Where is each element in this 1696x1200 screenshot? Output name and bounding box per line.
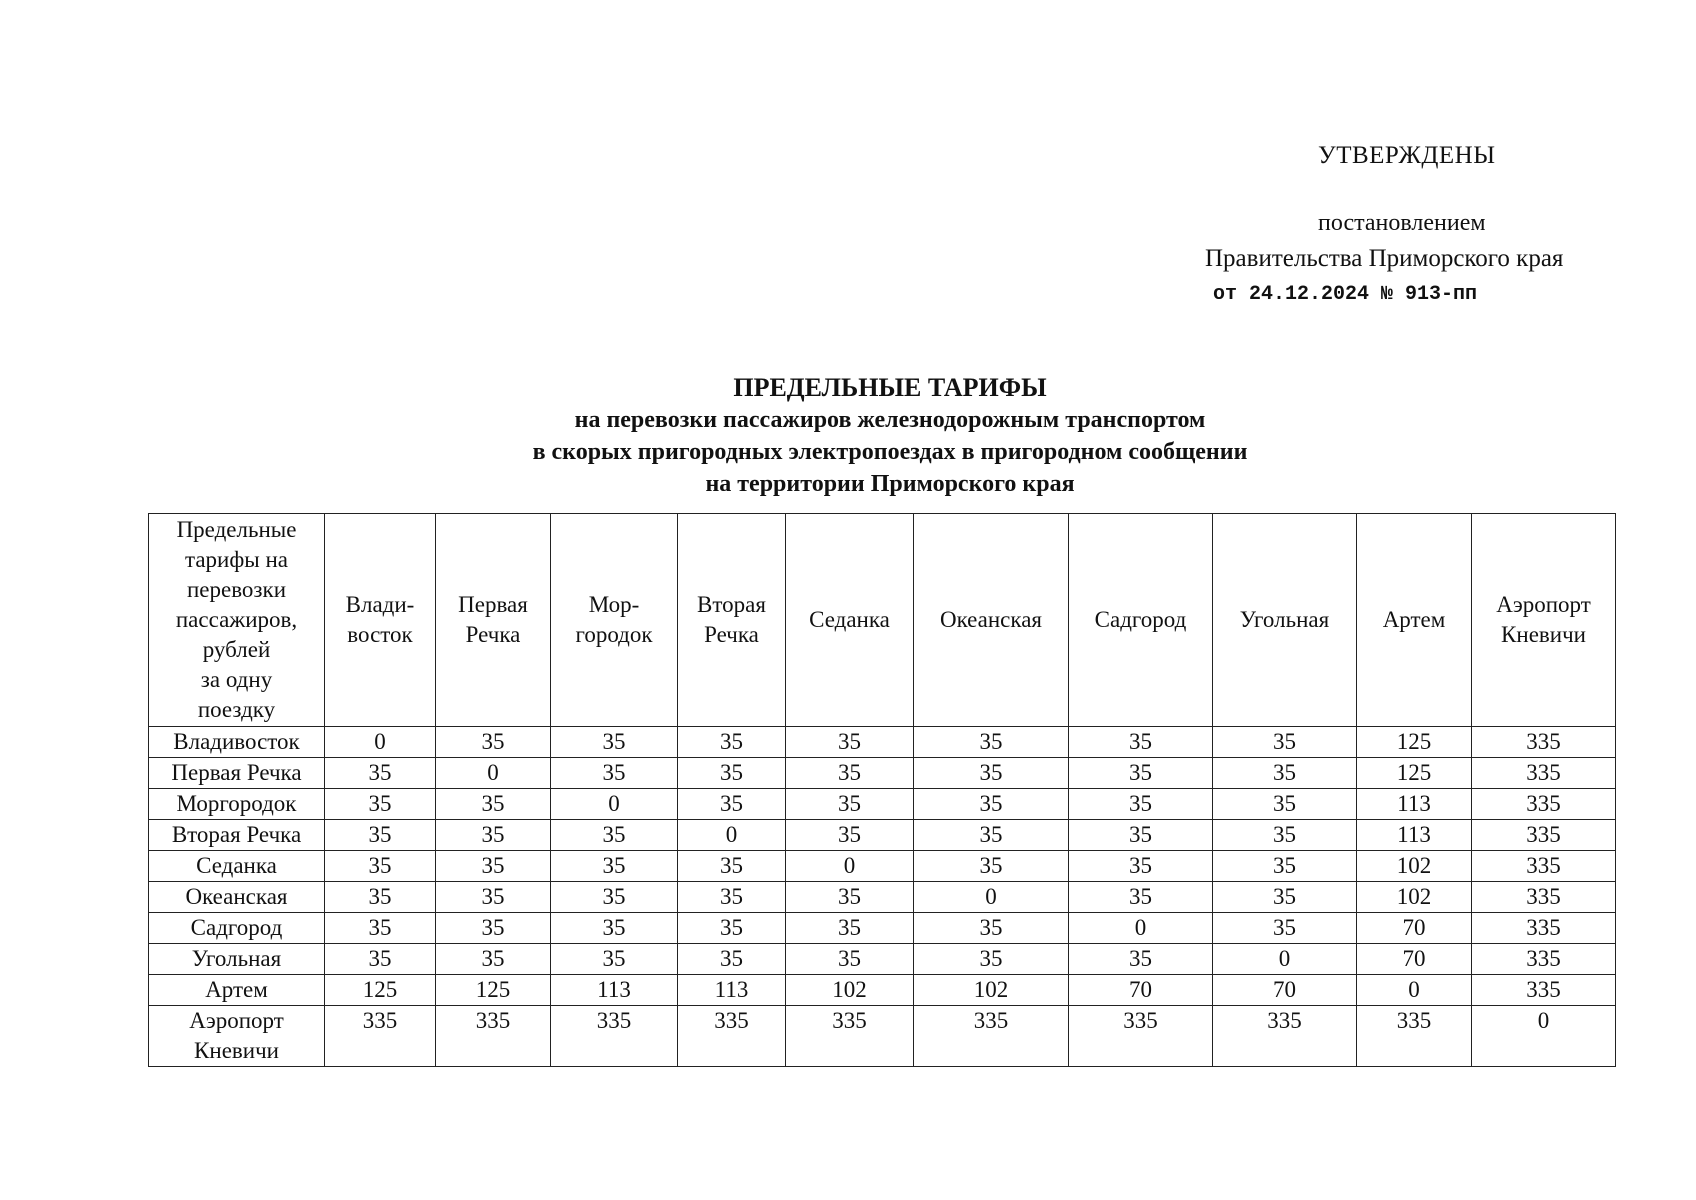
column-header-line: Угольная [1239,607,1330,632]
tariff-cell: 35 [786,789,914,820]
tariff-cell: 35 [325,913,436,944]
tariff-cell: 35 [786,758,914,789]
tariff-cell: 113 [1357,789,1472,820]
tariff-cell: 335 [1213,1006,1357,1067]
table-row [149,789,1616,820]
tariff-cell: 335 [1472,727,1616,758]
column-header-line: Кневичи [1501,622,1586,647]
tariff-cell: 0 [1069,913,1213,944]
row-header-line: Моргородок [176,791,297,816]
column-header-line: Мор- [588,592,640,617]
tariff-cell: 35 [436,789,551,820]
column-header-line: Первая [458,592,528,617]
tariff-cell: 35 [1213,727,1357,758]
column-header-line: Артем [1382,607,1446,632]
table-row [149,1006,1616,1067]
tariff-cell: 35 [1069,820,1213,851]
tariff-cell: 35 [1069,727,1213,758]
tariff-cell: 35 [1213,758,1357,789]
tariff-cell: 70 [1213,975,1357,1006]
row-header-line: Седанка [196,853,277,878]
tariff-cell: 0 [436,758,551,789]
tariff-cell: 35 [1069,789,1213,820]
corner-header-cell [149,514,325,727]
tariff-cell: 35 [678,789,786,820]
tariff-cell: 35 [1213,913,1357,944]
tariff-cell: 35 [786,820,914,851]
tariff-cell: 335 [1472,975,1616,1006]
corner-header-line: за одну [200,667,273,692]
row-header-line: Кневичи [194,1038,279,1063]
row-header-cell [149,727,325,758]
tariff-cell: 335 [678,1006,786,1067]
tariff-cell: 35 [914,789,1069,820]
column-header-cell [1213,514,1357,727]
tariff-cell: 125 [325,975,436,1006]
approval-authority: Правительства Приморского края [1205,245,1564,272]
column-header-cell [325,514,436,727]
row-header-cell [149,851,325,882]
column-header-line: Аэропорт [1496,592,1591,617]
tariff-cell: 35 [1213,851,1357,882]
tariff-cell: 0 [1213,944,1357,975]
tariff-cell: 335 [1472,882,1616,913]
tariff-cell: 102 [786,975,914,1006]
tariff-cell: 35 [786,944,914,975]
tariff-cell: 35 [436,851,551,882]
column-header-cell [436,514,551,727]
approval-title: УТВЕРЖДЕНЫ [1318,142,1496,169]
corner-header-line: тарифы на [185,547,288,572]
column-header-line: Речка [704,622,759,647]
column-header-cell [1069,514,1213,727]
document-heading [150,372,1630,500]
tariff-cell: 35 [325,820,436,851]
column-header-cell [914,514,1069,727]
tariff-cell: 35 [325,758,436,789]
approval-resolution: постановлением [1318,210,1486,236]
table-row [149,727,1616,758]
tariff-cell: 0 [1472,1006,1616,1067]
tariff-cell: 0 [325,727,436,758]
tariff-cell: 70 [1357,944,1472,975]
table-row [149,851,1616,882]
column-header-line: городок [575,622,653,647]
table-row [149,975,1616,1006]
corner-header-line: Предельные [176,517,297,542]
tariff-cell: 35 [436,820,551,851]
tariff-cell: 335 [1472,944,1616,975]
tariff-cell: 125 [1357,727,1472,758]
tariff-cell: 35 [678,944,786,975]
row-header-line: Первая Речка [171,760,302,785]
row-header-line: Вторая Речка [171,822,302,847]
approval-date-number: от 24.12.2024 № 913-пп [1213,283,1478,306]
table-row [149,758,1616,789]
tariff-cell: 113 [1357,820,1472,851]
tariff-cell: 35 [914,820,1069,851]
tariff-cell: 102 [914,975,1069,1006]
tariff-cell: 335 [551,1006,678,1067]
row-header-line: Артем [205,977,268,1002]
tariff-cell: 35 [325,882,436,913]
corner-header-line: пассажиров, [175,607,298,632]
tariff-cell: 113 [678,975,786,1006]
row-header-line: Океанская [185,884,288,909]
tariff-cell: 35 [325,944,436,975]
column-header-line: Вторая [697,592,766,617]
corner-header-line: поездку [197,697,276,722]
document-title: ПРЕДЕЛЬНЫЕ ТАРИФЫ [733,373,1047,402]
tariff-cell: 35 [1213,882,1357,913]
tariff-cell: 35 [551,913,678,944]
row-header-cell [149,882,325,913]
row-header-cell [149,758,325,789]
tariff-cell: 335 [1472,913,1616,944]
tariff-cell: 35 [678,727,786,758]
table-row [149,913,1616,944]
tariff-cell: 35 [678,913,786,944]
tariff-cell: 35 [678,882,786,913]
corner-header-line: перевозки [187,577,286,602]
row-header-line: Угольная [191,946,282,971]
column-header-line: Океанская [939,607,1043,632]
tariff-cell: 35 [551,758,678,789]
row-header-cell [149,820,325,851]
tariff-cell: 0 [551,789,678,820]
row-header-cell [149,975,325,1006]
tariff-cell: 113 [551,975,678,1006]
tariff-cell: 125 [1357,758,1472,789]
tariff-cell: 35 [436,913,551,944]
tariff-cell: 35 [1069,944,1213,975]
tariff-cell: 35 [325,851,436,882]
tariff-cell: 335 [1472,820,1616,851]
tariff-cell: 125 [436,975,551,1006]
column-header-cell [678,514,786,727]
tariff-cell: 335 [436,1006,551,1067]
column-header-cell [1472,514,1616,727]
column-header-line: Речка [465,622,521,647]
tariff-cell: 35 [1213,820,1357,851]
tariff-cell: 35 [914,727,1069,758]
column-header-cell [551,514,678,727]
tariff-cell: 0 [914,882,1069,913]
tariff-cell: 35 [1069,882,1213,913]
row-header-line: Садгород [190,915,283,940]
tariff-cell: 35 [1069,851,1213,882]
tariff-cell: 35 [914,944,1069,975]
tariff-cell: 0 [786,851,914,882]
tariff-cell: 35 [551,944,678,975]
tariff-cell: 70 [1069,975,1213,1006]
tariff-cell: 335 [786,1006,914,1067]
table-header-row [149,514,1616,727]
tariff-cell: 335 [1069,1006,1213,1067]
corner-header-line: рублей [202,637,271,662]
tariff-cell: 335 [914,1006,1069,1067]
row-header-cell [149,789,325,820]
table-row [149,820,1616,851]
table-row [149,944,1616,975]
tariff-cell: 102 [1357,851,1472,882]
tariff-cell: 335 [325,1006,436,1067]
document-subtitle-2: в скорых пригородных электропоездах в пригородном сообщении [532,439,1248,465]
tariff-cell: 35 [551,727,678,758]
tariff-cell: 35 [678,758,786,789]
tariff-cell: 35 [786,882,914,913]
tariff-cell: 70 [1357,913,1472,944]
tariff-cell: 0 [678,820,786,851]
tariff-cell: 35 [436,727,551,758]
column-header-line: Седанка [809,607,890,632]
column-header-line: Влади- [345,592,415,617]
tariff-cell: 335 [1472,758,1616,789]
tariff-cell: 35 [914,913,1069,944]
tariff-cell: 35 [436,944,551,975]
tariff-cell: 335 [1472,851,1616,882]
tariff-cell: 102 [1357,882,1472,913]
tariff-cell: 35 [786,727,914,758]
document-subtitle-3: на территории Приморского края [705,471,1075,497]
table-row [149,882,1616,913]
document-subtitle-1: на перевозки пассажиров железнодорожным транспортом [574,407,1206,433]
row-header-cell [149,1006,325,1067]
row-header-line: Владивосток [173,729,300,754]
tariff-cell: 35 [436,882,551,913]
row-header-line: Аэропорт [189,1008,284,1033]
tariff-cell: 35 [678,851,786,882]
tariff-cell: 35 [551,851,678,882]
tariff-cell: 35 [786,913,914,944]
column-header-cell [786,514,914,727]
column-header-line: восток [347,622,413,647]
column-header-cell [1357,514,1472,727]
tariff-cell: 35 [914,758,1069,789]
column-header-line: Садгород [1094,607,1187,632]
tariff-cell: 35 [914,851,1069,882]
tariff-cell: 0 [1357,975,1472,1006]
tariff-cell: 35 [1069,758,1213,789]
row-header-cell [149,913,325,944]
tariff-cell: 35 [551,820,678,851]
row-header-cell [149,944,325,975]
tariff-cell: 35 [325,789,436,820]
tariff-cell: 35 [551,882,678,913]
tariff-cell: 335 [1357,1006,1472,1067]
tariff-cell: 335 [1472,789,1616,820]
tariff-cell: 35 [1213,789,1357,820]
tariff-table [148,513,1616,1067]
